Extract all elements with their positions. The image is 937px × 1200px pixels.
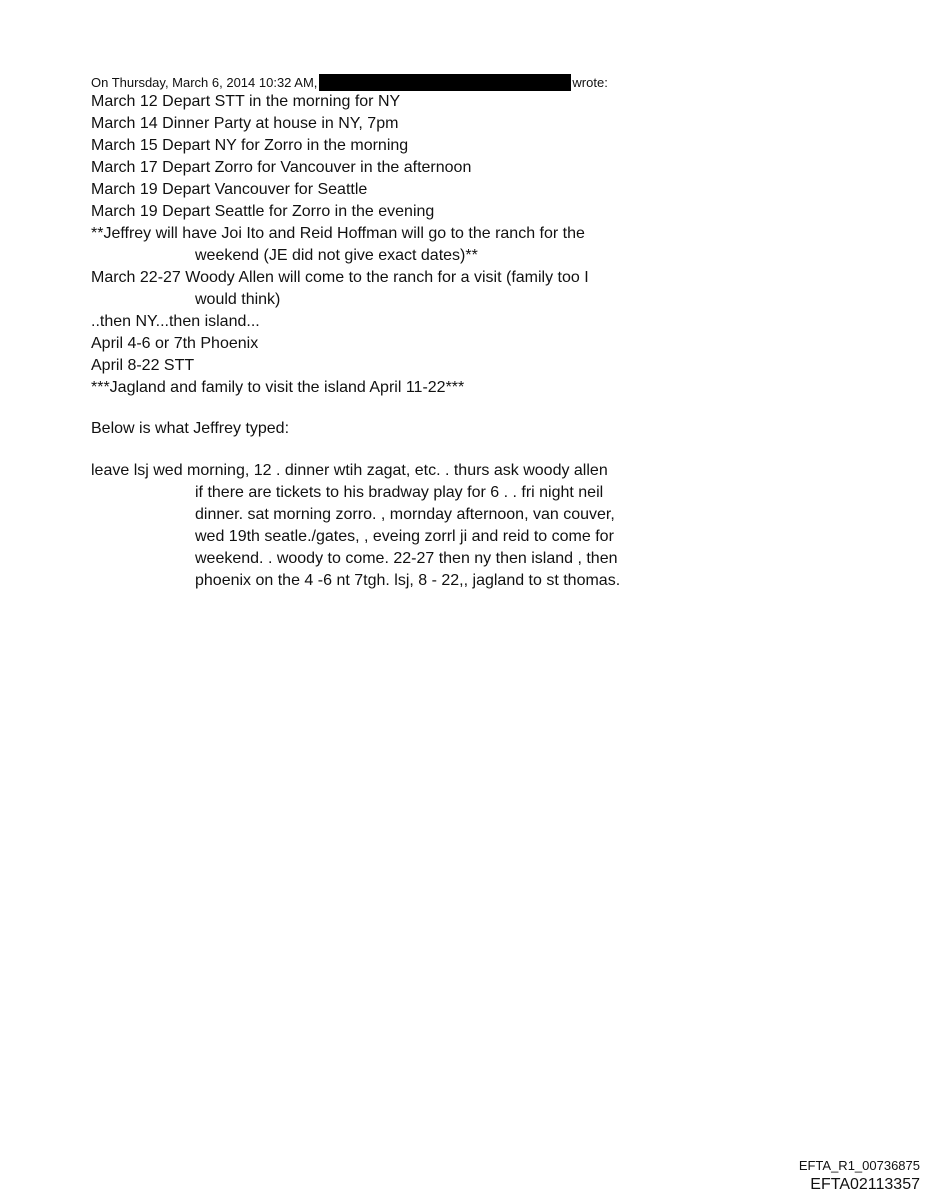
typed-first-line: leave lsj wed morning, 12 . dinner wtih zagat, etc. . thurs ask woody allen xyxy=(91,462,608,479)
schedule-list xyxy=(91,91,711,399)
schedule-line: ..then NY...then island... xyxy=(91,313,260,330)
footer-reference-2: EFTA02113357 xyxy=(810,1176,920,1193)
schedule-line: ***Jagland and family to visit the island April 11-22*** xyxy=(91,379,465,396)
schedule-line: March 12 Depart STT in the morning for NY xyxy=(91,93,401,110)
schedule-line: April 8-22 STT xyxy=(91,357,195,374)
typed-line: phoenix on the 4 -6 nt 7tgh. lsj, 8 - 22,, jagland to st thomas. xyxy=(195,572,621,589)
schedule-line: April 4-6 or 7th Phoenix xyxy=(91,335,259,352)
schedule-line: March 14 Dinner Party at house in NY, 7pm xyxy=(91,115,399,132)
typed-line: wed 19th seatle./gates, , eveing zorrl ji and reid to come for xyxy=(195,528,614,545)
email-header-suffix: wrote: xyxy=(572,75,608,90)
typed-continuation xyxy=(195,482,620,592)
schedule-line: March 15 Depart NY for Zorro in the morning xyxy=(91,137,409,154)
schedule-line-continued: would think) xyxy=(195,291,281,308)
email-header xyxy=(91,74,608,92)
typed-line: dinner. sat morning zorro. , mornday afternoon, van couver, xyxy=(195,506,615,523)
typed-line: if there are tickets to his bradway play for 6 . . fri night neil xyxy=(195,484,604,501)
footer-reference-1: EFTA_R1_00736875 xyxy=(798,1158,920,1173)
redaction-bar xyxy=(319,74,571,91)
schedule-line: March 22-27 Woody Allen will come to the ranch for a visit (family too I xyxy=(91,269,589,286)
typed-intro: Below is what Jeffrey typed: xyxy=(91,420,290,437)
typed-line: weekend. . woody to come. 22-27 then ny then island , then xyxy=(195,550,618,567)
schedule-line: March 17 Depart Zorro for Vancouver in the afternoon xyxy=(91,159,472,176)
email-header-prefix: On Thursday, March 6, 2014 10:32 AM, xyxy=(91,75,318,90)
schedule-line-continued: weekend (JE did not give exact dates)** xyxy=(195,247,478,264)
schedule-line: March 19 Depart Vancouver for Seattle xyxy=(91,181,368,198)
schedule-line: **Jeffrey will have Joi Ito and Reid Hoffman will go to the ranch for the xyxy=(91,225,585,242)
schedule-line: March 19 Depart Seattle for Zorro in the evening xyxy=(91,203,435,220)
